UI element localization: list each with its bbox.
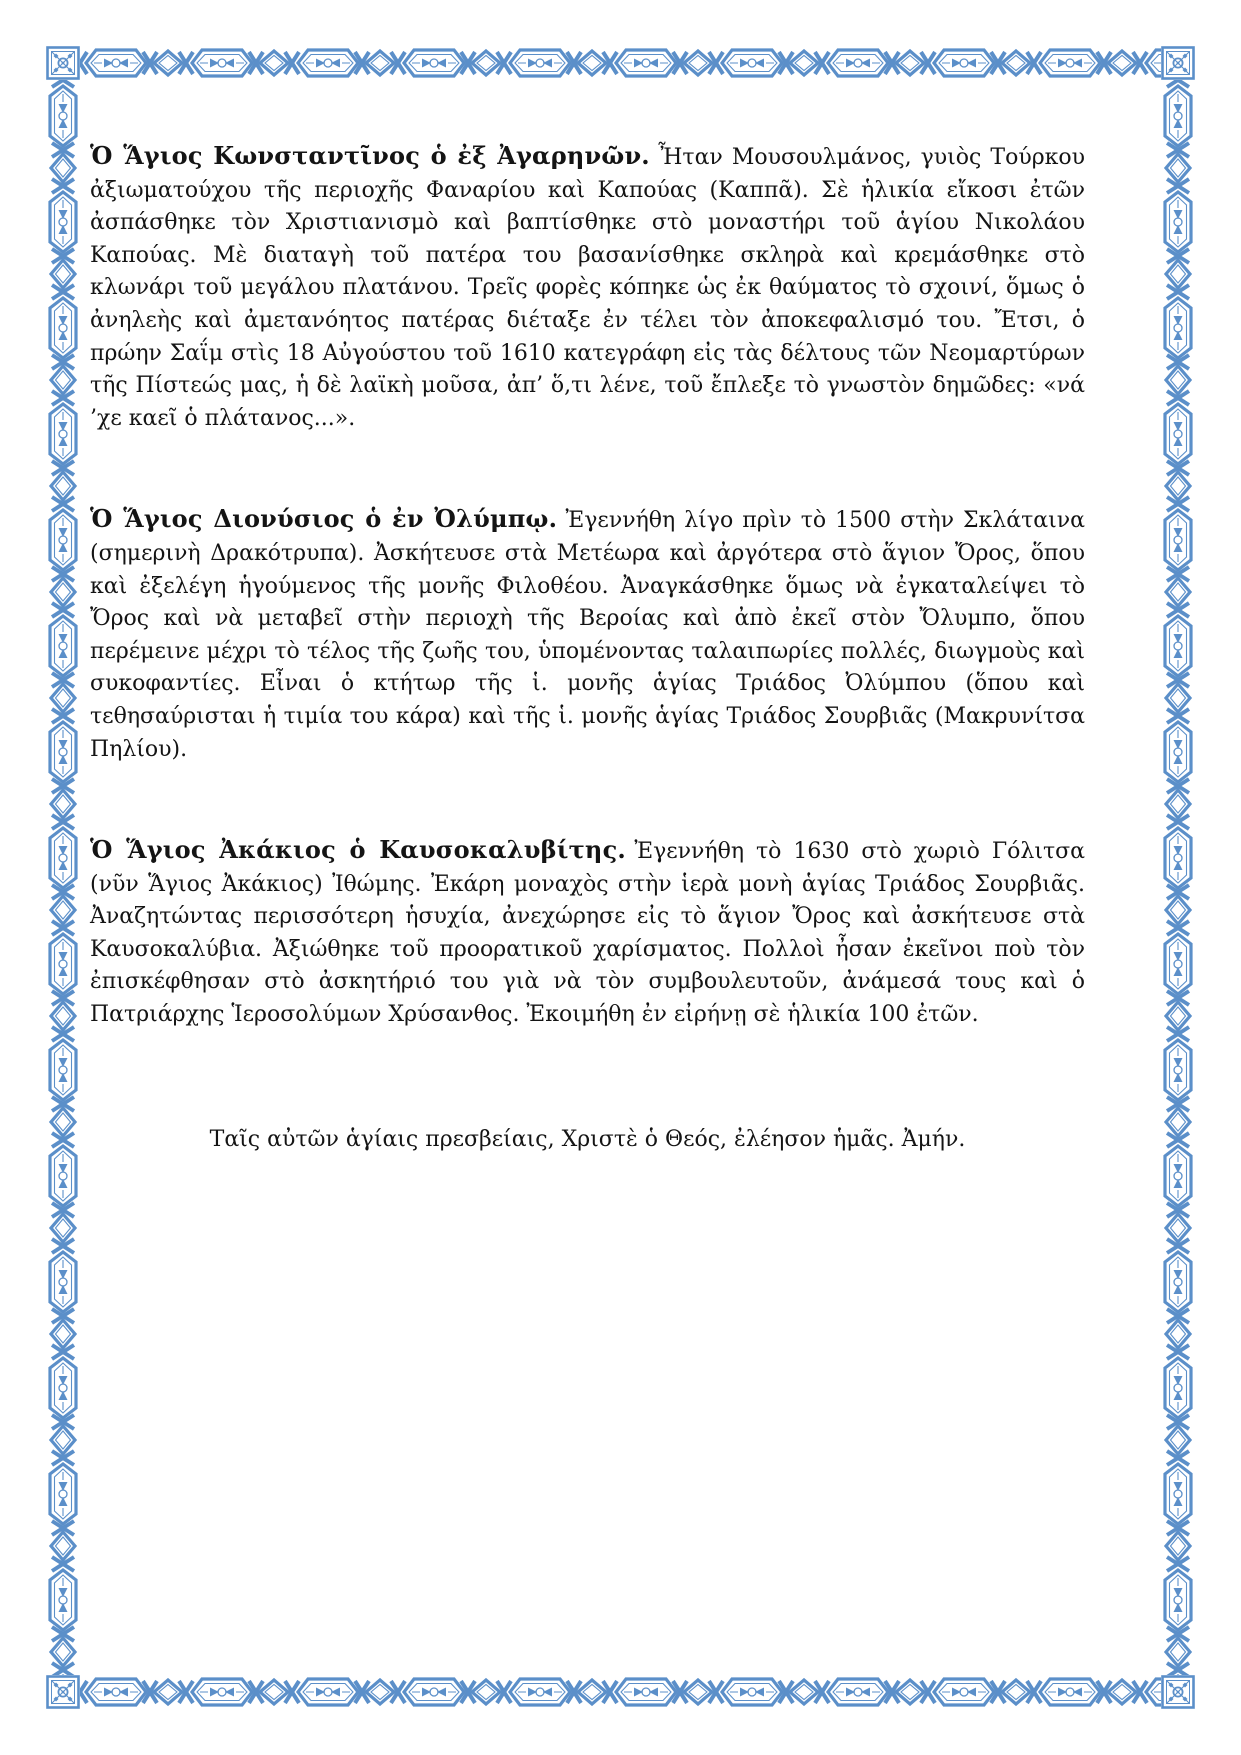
saint-entry-body: Ἐγεννήθη τὸ 1630 στὸ χωριὸ Γόλιτσα (νῦν Ἅγιος Ἀκάκιος) Ἰθώμης. Ἐκάρη μοναχὸς στὴν ἱερὰ μονὴ ἁγίας Τριάδος Σουρβιᾶς. Ἀναζητώντας περισσότερη ἡσυχία, ἀνεχώρησε εἰς τὸ ἅγιον Ὄρος καὶ ἀσκήτευσε στὰ Καυσοκαλύβια. Ἀξιώθηκε τοῦ προορατικοῦ χαρίσματος. Πολλοὶ ἦσαν ἐκεῖνοι ποὺ τὸν ἐπισκέφθησαν στὸ ἀσκητήριό του γιὰ νὰ τὸν συμβουλευτοῦν, ἀνάμεσά τους καὶ ὁ Πατριάρχης Ἱεροσολύμων Χρύσανθος. Ἐκοιμήθη ἐν εἰρήνῃ σὲ ἡλικία 100 ἐτῶν. [90, 839, 1085, 1028]
saint-entry [90, 503, 1085, 766]
border-bottom-band [80, 1676, 1161, 1708]
border-left-band [47, 80, 79, 1675]
corner-rosette-bottom-left [48, 1677, 79, 1708]
border-right-band [1162, 80, 1194, 1675]
closing-prayer: Ταῖς αὐτῶν ἁγίαις πρεσβείαις, Χριστὲ ὁ Θεός, ἐλέησον ἡμᾶς. Ἀμήν. [209, 1126, 966, 1152]
saint-name-akakios: Ὁ Ἅγιος Ἀκάκιος ὁ Καυσοκαλυβίτης. [90, 835, 626, 865]
saint-name-constantine: Ὁ Ἅγιος Κωνσταντῖνος ὁ ἐξ Ἀγαρηνῶν. [90, 141, 650, 170]
corner-rosette-top-right [1163, 48, 1194, 79]
saint-entry [90, 834, 1085, 1032]
saint-name-dionysios: Ὁ Ἅγιος Διονύσιος ὁ ἐν Ὀλύμπῳ. [90, 504, 558, 534]
border-top-band [80, 47, 1161, 79]
saint-entry-body: Ἐγεννήθη λίγο πρὶν τὸ 1500 στὴν Σκλάταινα (σημερινὴ Δρακότρυπα). Ἀσκήτευσε στὰ Μετέωρα καὶ ἀργότερα στὸ ἅγιον Ὄρος, ὅπου καὶ ἐξελέγη ἡγούμενος τῆς μονῆς Φιλοθέου. Ἀναγκάσθηκε ὅμως νὰ ἐγκαταλείψει τὸ Ὄρος καὶ νὰ μεταβεῖ στὴν περιοχὴ τῆς Βεροίας καὶ ἀπὸ ἐκεῖ στὸν Ὄλυμπο, ὅπου περέμεινε μέχρι τὸ τέλος τῆς ζωῆς του, ὑπομένοντας ταλαιπωρίες πολλές, διωγμοὺς καὶ συκοφαντίες. Εἶναι ὁ κτήτωρ τῆς ἱ. μονῆς ἁγίας Τριάδος Ὀλύμπου (ὅπου καὶ τεθησαύρισται ἡ τιμία του κάρα) καὶ τῆς ἱ. μονῆς ἁγίας Τριάδος Σουρβιᾶς (Μακρυνίτσα Πηλίου). [90, 508, 1085, 762]
saint-entry-body: Ἦταν Μουσουλμάνος, γυιὸς Τούρκου ἀξιωματούχου τῆς περιοχῆς Φαναρίου καὶ Καπούας (Καππᾶ). Σὲ ἡλικία εἴκοσι ἐτῶν ἀσπάσθηκε τὸν Χριστιανισμὸ καὶ βαπτίσθηκε στὸ μοναστήρι τοῦ ἁγίου Νικολάου Καπούας. Μὲ διαταγὴ τοῦ πατέρα του βασανίσθηκε σκληρὰ καὶ κρεμάσθηκε στὸ κλωνάρι τοῦ μεγάλου πλατάνου. Τρεῖς φορὲς κόπηκε ὡς ἐκ θαύματος τὸ σχοινί, ὅμως ὁ ἀνηλεὴς καὶ ἀμετανόητος πατέρας διέταξε ἐν τέλει τὸν ἀποκεφαλισμό του. Ἔτσι, ὁ πρώην Σαΐμ στὶς 18 Αὐγούστου τοῦ 1610 κατεγράφη εἰς τὰς δέλτους τῶν Νεομαρτύρων τῆς Πίστεώς μας, ἡ δὲ λαϊκὴ μοῦσα, ἀπ’ ὅ,τι λένε, τοῦ ἔπλεξε τὸ γνωστὸν δημῶδες: «νά ’χε καεῖ ὁ πλάτανος...». [90, 145, 1085, 431]
synaxarion-text [90, 140, 1085, 1156]
corner-rosette-bottom-right [1163, 1677, 1194, 1708]
saint-entry [90, 140, 1085, 435]
corner-rosette-top-left [48, 48, 79, 79]
